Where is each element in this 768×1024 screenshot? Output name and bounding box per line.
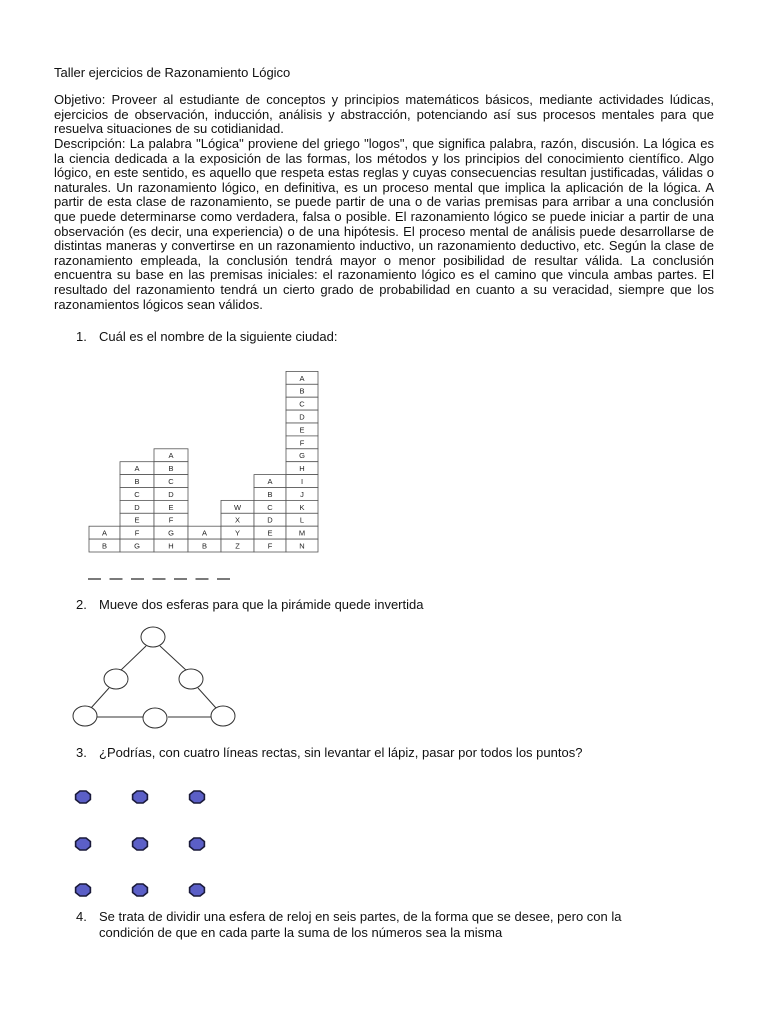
question-text: ¿Podrías, con cuatro líneas rectas, sin levantar el lápiz, pasar por todos los puntos? <box>99 745 583 760</box>
letter-cell-text: K <box>299 502 305 512</box>
letter-cell-text: C <box>168 477 174 486</box>
dot <box>76 838 91 850</box>
letter-cell-text: X <box>234 515 241 525</box>
letter-cell-text: Y <box>234 528 241 538</box>
question-text: Cuál es el nombre de la siguiente ciudad: <box>99 329 338 344</box>
letter-cell-text: B <box>201 541 208 551</box>
letter-cell-text: F <box>134 528 140 538</box>
question-text: Mueve dos esferas para que la pirámide quede invertida <box>99 597 424 612</box>
question-number: 3. <box>76 745 87 760</box>
letter-cell-text: B <box>168 464 174 474</box>
letter-cell-text: A <box>168 451 174 461</box>
letter-cell-text: M <box>298 528 306 538</box>
letter-cell-text: B <box>267 489 273 499</box>
letter-cell-text: D <box>299 412 305 422</box>
dot <box>190 838 205 850</box>
letter-cell-text: D <box>267 515 273 525</box>
objective-paragraph: Objetivo: Proveer al estudiante de conceptos y principios matemáticos básicos, mediante actividades lúdicas, ejercicios de observación, inducción, análisis y abstracción, potenciando así sus procesos mentales para que resuelva situaciones de su cotidianidad. <box>54 92 714 137</box>
letter-cell-text: D <box>168 489 174 499</box>
dot <box>76 791 91 803</box>
letter-cell-text: E <box>134 515 140 525</box>
letter-cell-text: F <box>168 515 174 525</box>
letter-cell-text: C <box>299 399 305 409</box>
letter-cell-text: E <box>267 528 273 538</box>
dot <box>133 884 148 896</box>
letter-cell-text: N <box>299 541 305 551</box>
letter-cell-text: E <box>168 502 174 512</box>
letter-cell-text: G <box>134 541 140 551</box>
letter-cell-text: B <box>101 541 108 551</box>
letter-cell-text: B <box>299 386 305 396</box>
letter-cell-text: L <box>299 515 305 525</box>
letter-cell-text: H <box>168 541 174 551</box>
letter-cell-text: G <box>168 528 174 538</box>
letter-cell-text: D <box>134 502 140 512</box>
letter-cell-text: I <box>300 477 304 486</box>
letter-cell-text: F <box>299 438 305 448</box>
letter-cell-text: W <box>233 502 242 512</box>
dot <box>133 791 148 803</box>
letter-cell-text: Z <box>235 541 240 551</box>
letter-cell-text: C <box>134 489 140 499</box>
question-number: 4. <box>76 909 87 924</box>
description-paragraph: Descripción: La palabra "Lógica" proviene del griego "logos", que significa palabra, razón, discusión. La lógica es la ciencia dedicada a la exposición de las formas, los métodos y los principios del conocimiento científico. Algo lógico, en este sentido, es aquello que respeta estas reglas y cuyas consecuencias resultan justificadas, válidas o naturales. Un razonamiento lógico, en definitiva, es un proceso mental que implica la aplicación de la lógica. A partir de esta clase de razonamiento, se puede partir de una o de varias premisas para arribar a una conclusión que puede determinarse como verdadera, falsa o posible. El razonamiento lógico se puede iniciar a partir de una observación (es decir, una experiencia) o de una hipótesis. El proceso mental de análisis puede desarrollarse de distintas maneras y convertirse en un razonamiento inductivo, un razonamiento deductivo, etc. Según la clase de razonamiento empleada, la conclusión tendrá mayor o menor posibilidad de resultar válida. La conclusión encuentra su base en las premisas iniciales: el razonamiento lógico es el camino que vincula ambas partes. El resultado del razonamiento tendrá un cierto grado de probabilidad en cuanto a su veracidad, siempre que los razonamientos lógicos sean válidos. <box>54 136 714 312</box>
dot <box>190 884 205 896</box>
question-text: Se trata de dividir una esfera de reloj en seis partes, de la forma que se desee, pero con la condición de que en cada parte la suma de los números sea la misma <box>99 909 622 940</box>
letter-cell-text: B <box>134 477 140 486</box>
letter-cell-text: F <box>267 541 273 551</box>
letter-cell-text: A <box>134 464 140 474</box>
letter-cell-text: A <box>101 528 108 538</box>
letter-cell-text: A <box>299 373 305 383</box>
letter-cell-text: G <box>299 451 305 461</box>
letter-cell-text: A <box>201 528 208 538</box>
dot <box>133 838 148 850</box>
document-title: Taller ejercicios de Razonamiento Lógico <box>54 65 291 80</box>
letter-cell-text: J <box>300 489 304 499</box>
question-number: 2. <box>76 597 87 612</box>
dot <box>190 791 205 803</box>
letter-cell-text: E <box>299 425 305 435</box>
letter-cell-text: H <box>299 464 305 474</box>
dot <box>76 884 91 896</box>
question-number: 1. <box>76 329 87 344</box>
letter-cell-text: A <box>267 477 273 486</box>
letter-cell-text: C <box>267 502 273 512</box>
